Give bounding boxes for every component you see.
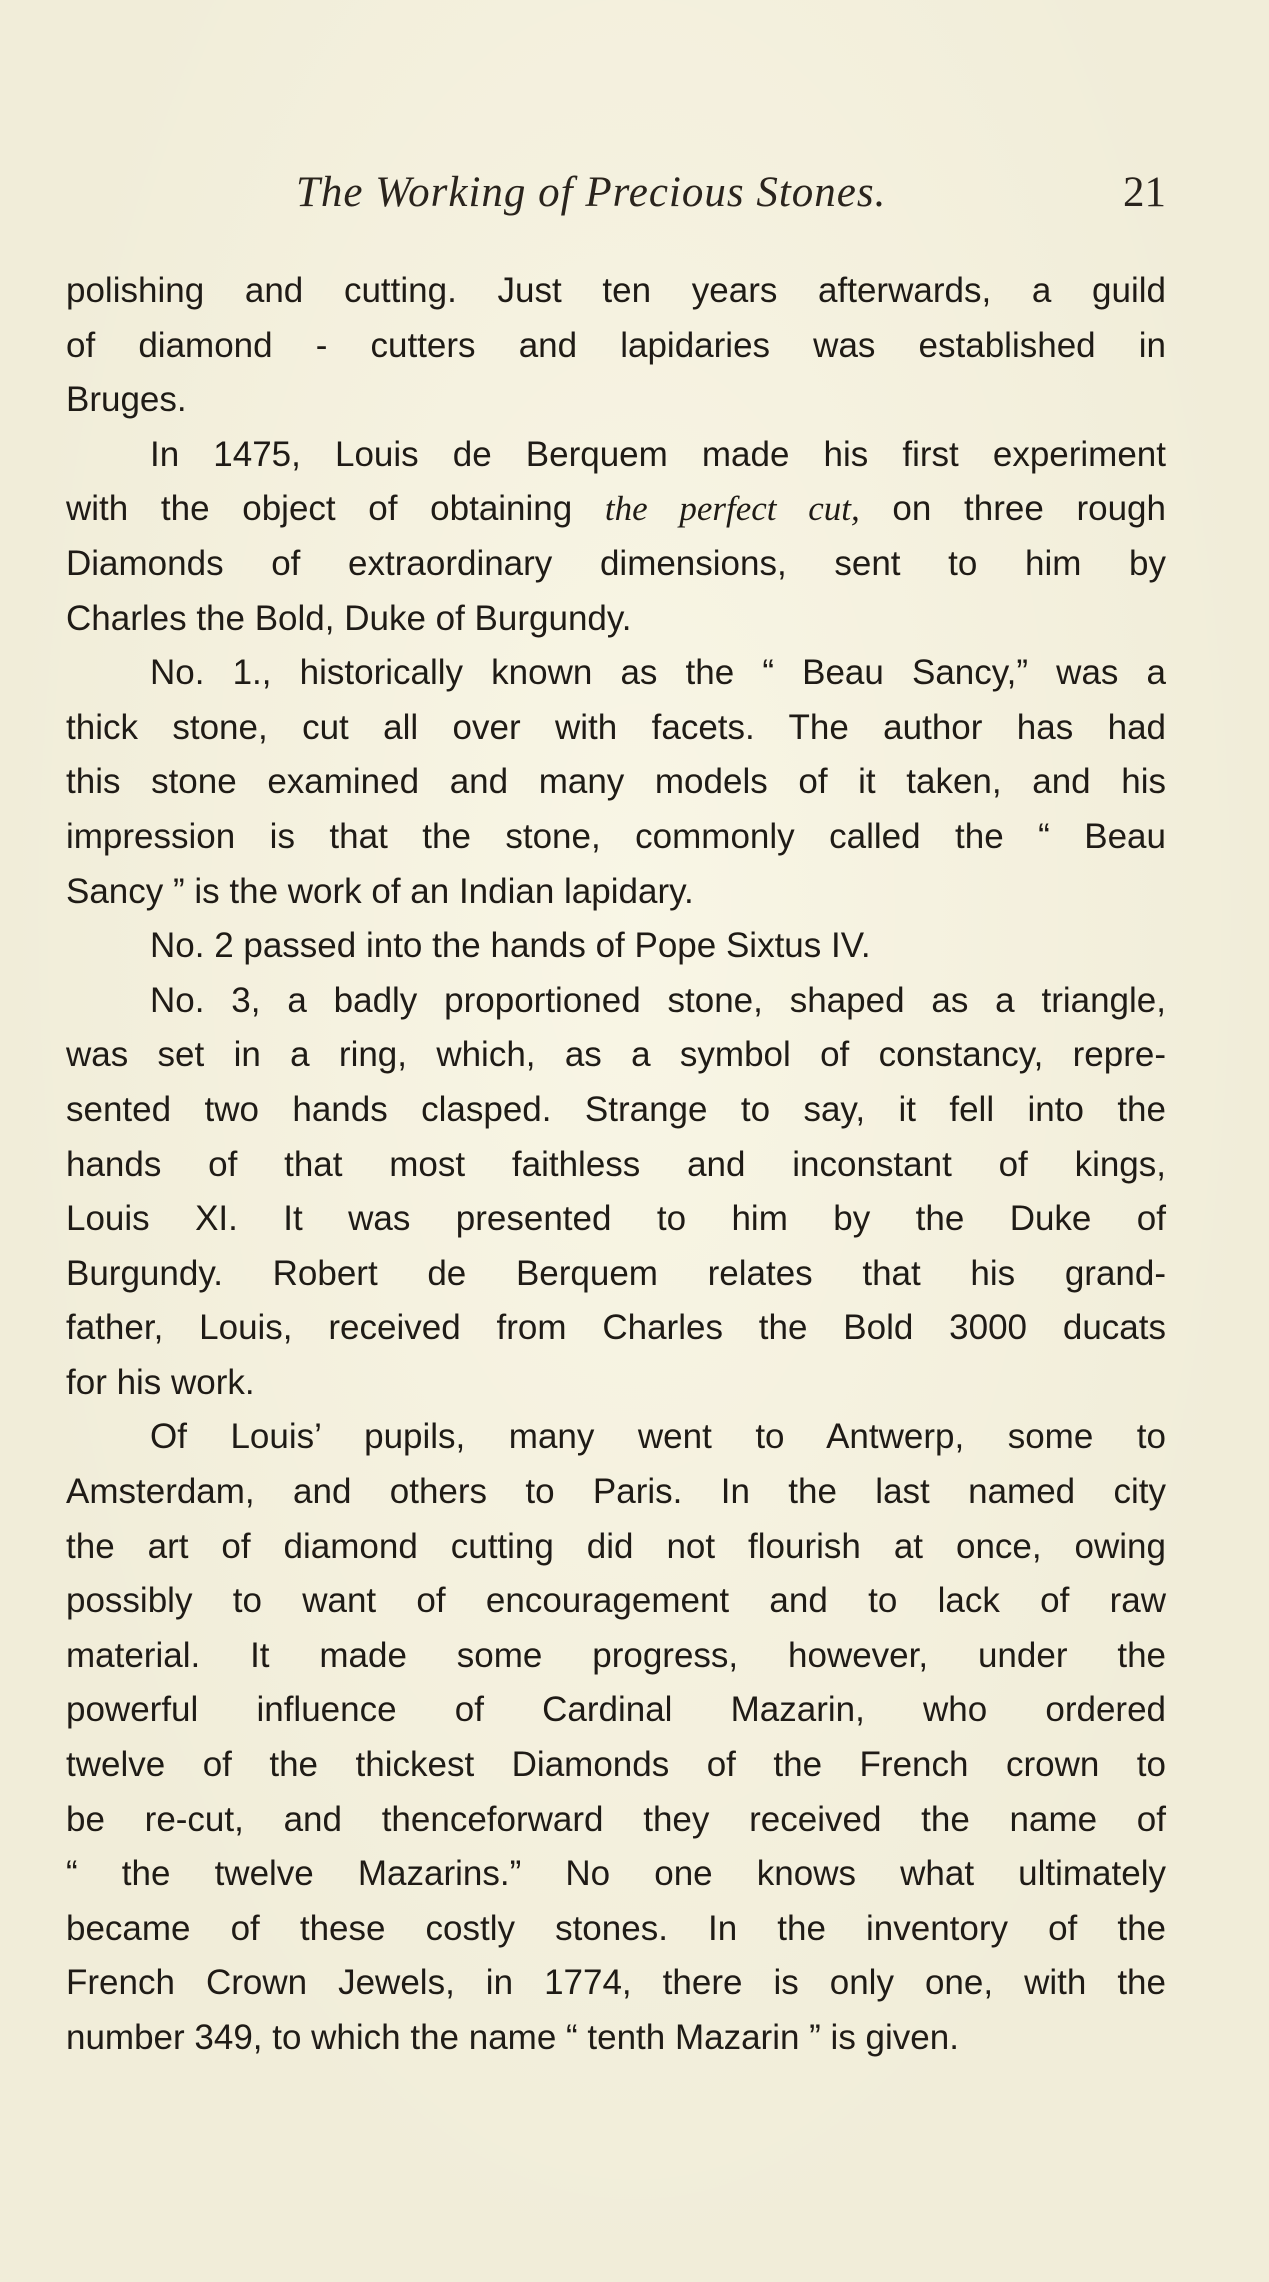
text-line: sented two hands clasped. Strange to say, it fell into the bbox=[66, 1089, 1166, 1129]
text-line: this stone examined and many models of it taken, and his bbox=[66, 762, 1166, 802]
text-line: Amsterdam, and others to Paris. In the last named city bbox=[66, 1472, 1166, 1512]
text-line: “ the twelve Mazarins.” No one knows what ultimately bbox=[66, 1854, 1166, 1894]
text-line: Sancy ” is the work of an Indian lapidary. bbox=[66, 871, 694, 911]
text-line: was set in a ring, which, as a symbol of constancy, repre- bbox=[66, 1035, 1166, 1075]
text-line: material. It made some progress, however, under the bbox=[66, 1635, 1166, 1675]
text-line: Burgundy. Robert de Berquem relates that his grand- bbox=[66, 1253, 1166, 1293]
text-line: be re-cut, and thenceforward they received the name of bbox=[66, 1799, 1166, 1839]
text-line bbox=[66, 482, 1166, 537]
text-line: powerful influence of Cardinal Mazarin, who ordered bbox=[66, 1690, 1166, 1730]
text-line: possibly to want of encouragement and to lack of raw bbox=[66, 1581, 1166, 1621]
text-line: the art of diamond cutting did not flourish at once, owing bbox=[66, 1526, 1166, 1566]
text-line: Of Louis’ pupils, many went to Antwerp, some to bbox=[150, 1417, 1166, 1457]
body-text bbox=[66, 264, 1166, 2066]
text-line: No. 3, a badly proportioned stone, shaped as a triangle, bbox=[150, 980, 1166, 1020]
text-line: In 1475, Louis de Berquem made his first experiment bbox=[150, 434, 1166, 474]
text-line: No. 1., historically known as the “ Beau Sancy,” was a bbox=[150, 653, 1166, 693]
text-line: impression is that the stone, commonly called the “ Beau bbox=[66, 816, 1166, 856]
text-line: of diamond - cutters and lapidaries was established in bbox=[66, 325, 1166, 365]
running-head bbox=[66, 168, 1166, 228]
text-line: for his work. bbox=[66, 1362, 255, 1402]
italic-phrase: the perfect cut, bbox=[604, 489, 860, 529]
page-number: 21 bbox=[1123, 169, 1166, 216]
text-segment: on three rough bbox=[859, 489, 1166, 529]
text-segment: with the object of obtaining bbox=[66, 489, 605, 529]
text-line: Charles the Bold, Duke of Burgundy. bbox=[66, 598, 632, 638]
text-line: French Crown Jewels, in 1774, there is only one, with the bbox=[66, 1963, 1166, 2003]
text-line: thick stone, cut all over with facets. The author has had bbox=[66, 707, 1166, 747]
text-line: twelve of the thickest Diamonds of the French crown to bbox=[66, 1745, 1166, 1785]
running-title: The Working of Precious Stones. bbox=[296, 169, 887, 216]
text-line: Louis XI. It was presented to him by the Duke of bbox=[66, 1199, 1166, 1239]
text-line: father, Louis, received from Charles the Bold 3000 ducats bbox=[66, 1308, 1166, 1348]
text-line: hands of that most faithless and inconstant of kings, bbox=[66, 1144, 1166, 1184]
text-line: became of these costly stones. In the inventory of the bbox=[66, 1908, 1166, 1948]
text-line: number 349, to which the name “ tenth Mazarin ” is given. bbox=[66, 2018, 959, 2057]
text-line: Bruges. bbox=[66, 380, 187, 420]
text-line: No. 2 passed into the hands of Pope Sixtus IV. bbox=[150, 926, 871, 966]
text-line: Diamonds of extraordinary dimensions, sent to him by bbox=[66, 543, 1166, 583]
text-line: polishing and cutting. Just ten years afterwards, a guild bbox=[66, 271, 1166, 310]
